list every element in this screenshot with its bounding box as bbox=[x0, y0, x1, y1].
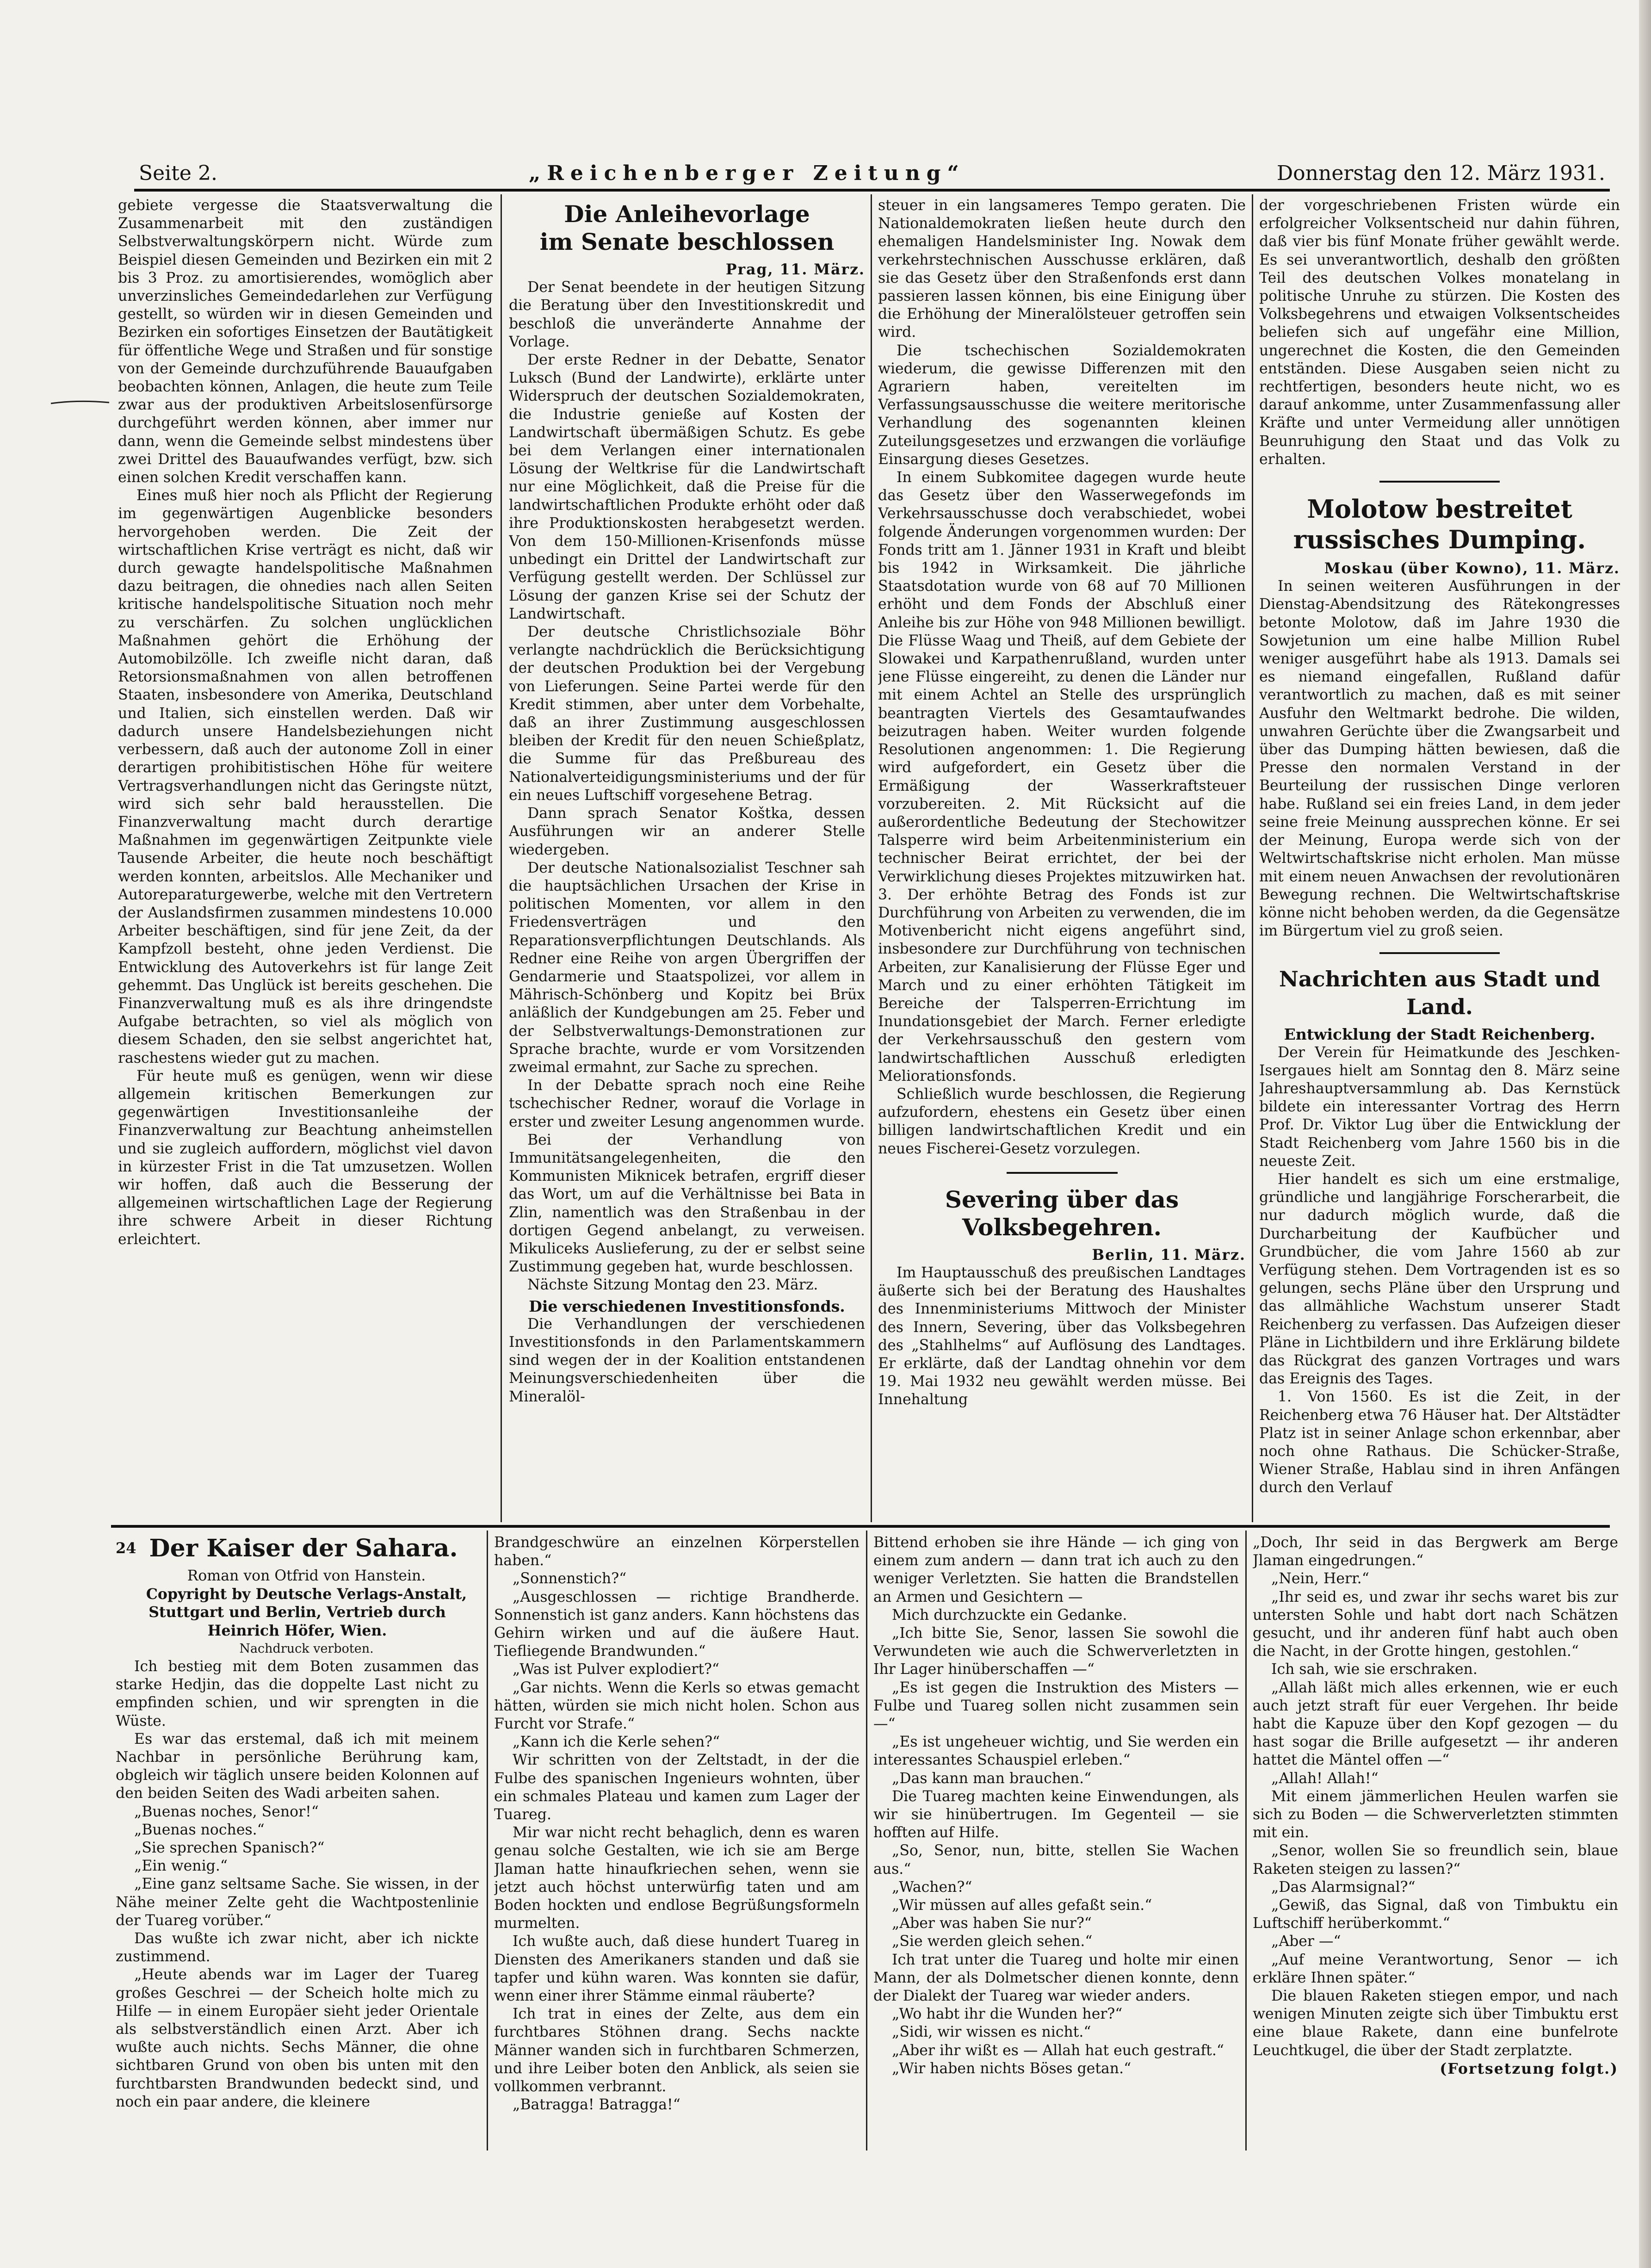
paragraph: gebiete vergesse die Staatsverwaltung die Zusammenarbeit mit den zuständigen Selbstverwaltungskörpern nicht. Würde zum Beispiel diesen Gemeinden und Bezirken ein mit 2 bis 3 Proz. zu amortisierendes, womöglich aber unverzinsliches Gemeindedarlehen zur Verfügung gestellt, so würden wir in diesen Gemeinden und Bezirken ein sofortiges Einsetzen der Bautätigkeit für öffentliche Wege und Straßen und für sonstige von der Gemeinde durchzuführende Bauaufgaben beobachten können, Anlagen, die heute zum Teile zwar aus der produktiven Arbeitslosenfürsorge durchgeführt werden können, aber immer nur dann, wenn die Gemeinde selbst mindestens über zwei Drittel des Bauaufwandes verfügt, bzw. sich einen solchen Kredit verschaffen kann. bbox=[118, 197, 493, 486]
paragraph: 1. Von 1560. Es ist die Zeit, in der Reichenberg etwa 76 Häuser hat. Der Altstädter Platz ist in seiner Anlage schon erkennbar, aber noch ohne Rathaus. Die Schücker-Straße, Wiener Straße, Hablau sind in ihren Anfängen durch den Verlauf bbox=[1259, 1388, 1620, 1496]
paragraph: Der Senat beendete in der heutigen Sitzung die Beratung über den Investitionskredit und beschloß die unveränderte Annahme der Vorlage. bbox=[509, 279, 865, 350]
paragraph: „Eine ganz seltsame Sache. Sie wissen, in der Nähe meiner Zelte geht die Wachtpostenlinie der Tuareg vorüber.“ bbox=[116, 1876, 479, 1929]
paragraph: „Wir haben nichts Böses getan.“ bbox=[892, 2060, 1132, 2077]
serial-copyright: Copyright by Deutsche Verlags-Anstalt, Stuttgart und Berlin, Vertrieb durch Heinrich Höfer, Wien. bbox=[146, 1586, 467, 1639]
paragraph: „Kann ich die Kerle sehen?“ bbox=[513, 1734, 720, 1751]
serial-title: Der Kaiser der Sahara. bbox=[149, 1534, 458, 1562]
dateline: Prag, 11. März. bbox=[725, 261, 865, 278]
paragraph: „Gewiß, das Signal, daß von Timbuktu ein Luftschiff herüberkommt.“ bbox=[1253, 1897, 1618, 1932]
section-headline: Nachrichten aus Stadt und Land. bbox=[1279, 967, 1601, 1020]
paragraph: Das wußte ich zwar nicht, aber ich nickte zustimmend. bbox=[116, 1930, 479, 1965]
paragraph: „Senor, wollen Sie so freundlich sein, blaue Raketen steigen zu lassen?“ bbox=[1253, 1842, 1618, 1878]
paragraph: „Wo habt ihr die Wunden her?“ bbox=[892, 2006, 1123, 2023]
page-label: Seite 2. bbox=[139, 161, 217, 185]
serial-column-4 bbox=[1253, 1534, 1618, 2151]
paragraph: Eines muß hier noch als Pflicht der Regierung im gegenwärtigen Augenblicke besonders hervorgehoben werden. Die Zeit der wirtschaftlichen Krise verträgt es nicht, daß wir durch gewagte handelspolitische Maßnahmen dazu beitragen, die ohnedies nach allen Seiten kritische handelspolitische Situation noch mehr zu verschärfen. Zu solchen unglücklichen Maßnahmen gehört die Erhöhung der Automobilzölle. Ich zweifle nicht daran, daß Retorsionsmaßnahmen von allen betroffenen Staaten, insbesondere von Amerika, Deutschland und Italien, sich einstellen werden. Daß wir dadurch unsere Handelsbeziehungen nicht verbessern, daß auch der autonome Zoll in einer derartigen prohibitistischen Höhe für weitere Vertragsverhandlungen nicht das Geringste nützt, wird sich sehr bald herausstellen. Die Finanzverwaltung macht durch derartige Maßnahmen im gegenwärtigen Zeitpunkte viele Tausende Arbeiter, die heute noch beschäftigt werden konnten, arbeitslos. Alle Mechaniker und Autoreparaturgewerbe, welche mit den Vertretern der Auslandsfirmen zusammen mindestens 10.000 Arbeiter beschäftigen, sind für jene Zeit, da der Kampfzoll besteht, ohne jeden Verdienst. Die Entwicklung des Autoverkehrs ist für lange Zeit gehemmt. Das Unglück ist bereits geschehen. Die Finanzverwaltung muß es als ihre dringendste Aufgabe betrachten, so viel als möglich von diesem Schaden, den sie selbst angerichtet hat, raschestens wieder gut zu machen. bbox=[118, 487, 493, 1066]
article-headline: Die Anleihevorlage im Senate beschlossen bbox=[539, 200, 835, 255]
paragraph: Wir schritten von der Zeltstadt, in der die Fulbe des spanischen Ingenieurs wohnten, über ein schmales Plateau und kamen zum Lager der Tuareg. bbox=[494, 1752, 860, 1823]
article-body bbox=[878, 1264, 1246, 1409]
paragraph: „Ihr seid es, und zwar ihr sechs waret bis zur untersten Sohle und habt dort nach Schätzen gesucht, und ihr anderen fünf habt auch oben die Nacht, in der Grotte hingen, gestohlen.“ bbox=[1253, 1588, 1618, 1660]
paragraph: „Auf meine Verantwortung, Senor — ich erkläre Ihnen später.“ bbox=[1253, 1951, 1618, 1986]
paragraph: Für heute muß es genügen, wenn wir diese allgemein kritischen Bemerkungen zur gegenwärtigen Investitionsanleihe der Finanzverwaltung zur Beachtung anheimstellen und sie zugleich auffordern, möglichst viel davon in kürzester Frist in die Tat umzusetzen. Wollen wir hoffen, daß auch die Besserung der allgemeinen wirtschaftlichen Lage der Regierung ihre schwere Arbeit in dieser Richtung erleichtert. bbox=[118, 1067, 493, 1248]
paragraph: „Batragga! Batragga!“ bbox=[513, 2096, 680, 2113]
paragraph: Dann sprach Senator Koštka, dessen Ausführungen wir an anderer Stelle wiedergeben. bbox=[509, 805, 865, 858]
paragraph: „Es ist gegen die Instruktion des Misters — Fulbe und Tuareg sollen nicht zusammen sein —“ bbox=[873, 1679, 1239, 1733]
paragraph: „Heute abends war im Lager der Tuareg großes Geschrei — der Scheich holte mich zu Hilfe — in einem Europäer sieht jeder Orientale als selbstverständlich einen Arzt. Aber ich wußte auch nichts. Sechs Männer, die ohne sichtbaren Grund von oben bis unten mit den furchtbarsten Brandwunden bedeckt sind, und noch ein paar andere, die kleinere bbox=[116, 1966, 479, 2110]
column-divider bbox=[501, 194, 502, 1522]
paragraph: Der Verein für Heimatkunde des Jeschken-Isergaues hielt am Sonntag den 8. März seine Jahreshauptversammlung ab. Das Kernstück bildete ein interessanter Vortrag des Herrn Prof. Dr. Viktor Lug über die Entwicklung der Stadt Reichenberg vom Jahre 1560 bis in die neueste Zeit. bbox=[1259, 1044, 1620, 1170]
column-divider bbox=[871, 194, 872, 1522]
paragraph: Mir war nicht recht behaglich, denn es waren genau solche Gestalten, wie ich sie am Berge Jlaman hatte hinaufkriechen sehen, wenn sie jetzt auch höchst unterwürfig taten und am Boden hockten und endlose Begrüßungsformeln murmelten. bbox=[494, 1824, 860, 1932]
serial-body bbox=[116, 1658, 479, 2111]
paragraph: Die blauen Raketen stiegen empor, und nach wenigen Minuten zeigte sich über Timbuktu erst eine blaue Rakete, dann eine bunfelrote Leuchtkugel, die über der Stadt zerplatzte. bbox=[1253, 1988, 1618, 2059]
pencil-mark bbox=[50, 399, 110, 406]
paragraph: „Sie sprechen Spanisch?“ bbox=[134, 1840, 325, 1857]
paragraph: „Wachen?“ bbox=[892, 1878, 972, 1896]
article-body bbox=[509, 1315, 865, 1406]
paragraph: Ich trat in eines der Zelte, aus dem ein furchtbares Stöhnen drang. Sechs nackte Männer wanden sich in furchtbaren Schmerzen, und ihre Leiber boten den Anblick, als seien sie vollkommen verbrannt. bbox=[494, 2006, 860, 2095]
column-3 bbox=[878, 197, 1246, 1522]
article-headline: Molotow bestreitet russisches Dumping. bbox=[1293, 494, 1586, 555]
paragraph: der vorgeschriebenen Fristen würde ein erfolgreicher Volksentscheid nur dahin führen, daß vier bis fünf Monate früher gewählt werde. Es sei unverantwortlich, deshalb den größten Teil des deutschen Volkes monatelang in politische Unruhe zu stürzen. Die Kosten des Volksbegehrens und etwaigen Volksentscheides beliefen sich auf ungefähr eine Million, ungerechnet die Kosten, die den Gemeinden entständen. Diese Ausgaben seien nicht zu rechtfertigen, besonders heute nicht, wo es darauf ankomme, unter Zusammenfassung aller Kräfte und unter Vermeidung aller unnötigen Beunruhigung den Staat und das Volk zu erhalten. bbox=[1259, 197, 1620, 468]
paragraph: „Es ist ungeheuer wichtig, und Sie werden ein interessantes Schauspiel erleben.“ bbox=[873, 1734, 1239, 1769]
column-2 bbox=[509, 197, 865, 1522]
paragraph: Der deutsche Christlichsoziale Böhr verlangte nachdrücklich die Berücksichtigung der deutschen Produktion bei der Vergebung von Lieferungen. Seine Partei werde für den Kredit stimmen, aber unter dem Vorbehalte, daß an ihrer Zustimmung ausgeschlossen bleiben der Kredit für den neuen Schießplatz, die Summe für das Preßbureau des Nationalverteidigungsministeriums und der für ein neues Luftschiff vorgesehene Betrag. bbox=[509, 624, 865, 804]
column-divider bbox=[866, 1531, 867, 2150]
paragraph: In seinen weiteren Ausführungen in der Dienstag-Abendsitzung des Rätekongresses betonte Molotow, daß im Jahre 1930 die Sowjetunion um eine halbe Million Rubel weniger ausgeführt habe als 1913. Damals sei es niemand eingefallen, Rußland dafür verantwortlich zu machen, daß es mit seiner Ausfuhr den Weltmarkt bedrohe. Die wilden, unwahren Gerüchte über die Zwangsarbeit und über das Dumping hätten bewiesen, daß die Presse den normalen Verstand in der Beurteilung der russischen Dinge verloren habe. Rußland sei ein freies Land, in dem jeder seine freie Meinung aussprechen könne. Er sei der Meinung, Europa werde sich von der Weltwirtschaftskrise nicht erholen. Man müsse mit einem neuen Anwachsen der revolutionären Bewegung rechnen. Die Weltwirtschaftskrise könne nicht behoben werden, da die Gegensätze im Bürgertum viel zu groß seien. bbox=[1259, 578, 1620, 940]
paragraph: „Allah läßt mich alles erkennen, wie er euch auch jetzt straft für euer Vergehen. Ihr beide habt die Kapuze über den Kopf gezogen — du hast sogar die Brille aufgesetzt — ihr anderen hattet die Mäntel offen —“ bbox=[1253, 1679, 1618, 1769]
paragraph: „Nein, Herr.“ bbox=[1271, 1570, 1369, 1587]
paragraph: steuer in ein langsameres Tempo geraten. Die Nationaldemokraten ließen heute durch den ehemaligen Handelsminister Ing. Nowak dem verkehrstechnischen Ausschusse erklären, daß sie das Gesetz über den Straßenfonds erst dann passieren lassen können, bis eine Einigung über die Erhöhung der Mineralölsteuer getroffen sein wird. bbox=[878, 197, 1246, 341]
column-1 bbox=[118, 197, 493, 1522]
paragraph: „So, Senor, nun, bitte, stellen Sie Wachen aus.“ bbox=[873, 1842, 1239, 1878]
dateline: Berlin, 11. März. bbox=[1092, 1246, 1246, 1264]
article-body bbox=[1259, 197, 1620, 469]
dateline: Moskau (über Kowno), 11. März. bbox=[1324, 560, 1620, 577]
serial-author: Roman von Otfrid von Hanstein. bbox=[187, 1568, 426, 1584]
paragraph: „Ausgeschlossen — richtige Brandherde. Sonnenstich ist ganz anders. Kann höchstens das Gehirn wirken und auf die äußere Haut. Tiefliegende Brandwunden.“ bbox=[494, 1588, 860, 1660]
paragraph: „Das kann man brauchen.“ bbox=[892, 1770, 1092, 1787]
paragraph: Mich durchzuckte ein Gedanke. bbox=[892, 1606, 1127, 1624]
paragraph: „Wir müssen auf alles gefaßt sein.“ bbox=[892, 1897, 1152, 1914]
serial-heading bbox=[116, 1535, 479, 1562]
section-rule bbox=[1007, 1172, 1118, 1174]
serial-reprint-note: Nachdruck verboten. bbox=[239, 1641, 374, 1656]
serial-continued: (Fortsetzung folgt.) bbox=[1440, 2060, 1618, 2077]
paragraph: Bittend erhoben sie ihre Hände — ich ging von einem zum andern — dann trat ich auch zu den weniger Verletzten. Sie hatten die Brandstellen an Armen und Gesichtern — bbox=[873, 1534, 1239, 1605]
serial-body bbox=[494, 1534, 860, 2114]
paragraph: Es war das erstemal, daß ich mit meinem Nachbar in persönliche Berührung kam, obgleich wir täglich unsere beiden Kolonnen auf den beiden Seiten des Wadi arbeiten sahen. bbox=[116, 1730, 479, 1802]
paragraph: Ich bestieg mit dem Boten zusammen das starke Hedjin, das die doppelte Last nicht zu empfinden schien, und wir sprengten in die Wüste. bbox=[116, 1658, 479, 1729]
paragraph: „Aber —“ bbox=[1271, 1933, 1341, 1950]
article-body bbox=[878, 197, 1246, 1158]
subhead: Entwicklung der Stadt Reichenberg. bbox=[1284, 1025, 1595, 1044]
serial-number: 24 bbox=[116, 1539, 136, 1557]
section-rule bbox=[1379, 952, 1500, 954]
paragraph: „Sonnenstich?“ bbox=[513, 1570, 627, 1587]
column-divider bbox=[1245, 1531, 1247, 2150]
subhead: Die verschiedenen Investitionsfonds. bbox=[529, 1297, 845, 1315]
paragraph: Nächste Sitzung Montag den 23. März. bbox=[527, 1277, 818, 1294]
serial-body bbox=[1253, 1534, 1618, 2060]
paragraph: „Ich bitte Sie, Senor, lassen Sie sowohl die Verwundeten wie auch die Schwerverletzten in Ihr Lager hinüberschaffen —“ bbox=[873, 1625, 1239, 1678]
paragraph: In der Debatte sprach noch eine Reihe tschechischer Redner, worauf die Vorlage in erster und zweiter Lesung angenommen wurde. bbox=[509, 1077, 865, 1130]
article-headline: Severing über das Volksbegehren. bbox=[945, 1185, 1179, 1241]
page-header bbox=[139, 153, 1605, 185]
paragraph: In einem Subkomitee dagegen wurde heute das Gesetz über den Wasserwegefonds im Verkehrsausschusse doch verabschiedet, wobei folgende Änderungen vorgenommen wurden: Der Fonds tritt am 1. Jänner 1931 in Kraft und bleibt bis 1942 in Wirksamkeit. Die jährliche Staatsdotation wurde von 68 auf 70 Millionen erhöht und dem Fonds der Abschluß einer Anleihe bis zur Höhe von 948 Millionen bewilligt. Die Flüsse Waag und Theiß, auf dem Gebiete der Slowakei und Karpathenrußland, wurden unter jene Flüsse eingereiht, zu denen die Länder nur mit einem Achtel an Stelle des ursprünglich beantragten Viertels des Gesamtaufwandes beizutragen haben. Weiter wurden folgende Resolutionen angenommen: 1. Die Regierung wird aufgefordert, ein Gesetz über die Ermäßigung der Wasserkraftsteuer vorzubereiten. 2. Mit Rücksicht auf die außerordentliche Bedeutung der Stechowitzer Talsperre wird beim Arbeitenministerium ein technischer Beirat errichtet, der bei der Verwirklichung dieses Projektes mitzuwirken hat. 3. Der erhöhte Betrag des Fonds ist zur Durchführung von Arbeiten zu verwenden, die im Motivenbericht nicht eigens angeführt sind, insbesondere zur Durchführung von technischen Arbeiten, zur Kanalisierung der Flüsse Eger und March und zu einer erhöhten Tätigkeit im Bereiche der Talsperren-Errichtung im Inundationsgebiet der March. Ferner erledigte der Verkehrsausschuß den gestern vom landwirtschaftlichen Ausschuß erledigten Meliorationsfonds. bbox=[878, 469, 1246, 1084]
paragraph: Ich sah, wie sie erschraken. bbox=[1271, 1661, 1478, 1678]
paragraph: „Sie werden gleich sehen.“ bbox=[892, 1933, 1093, 1950]
column-4 bbox=[1259, 197, 1620, 1522]
paragraph: „Aber ihr wißt es — Allah hat euch gestraft.“ bbox=[892, 2042, 1224, 2059]
serial-column-3 bbox=[873, 1534, 1239, 2151]
article-body bbox=[1259, 577, 1620, 940]
paragraph: „Was ist Pulver explodiert?“ bbox=[513, 1661, 719, 1678]
paragraph: „Ein wenig.“ bbox=[134, 1858, 228, 1875]
paragraph: „Gar nichts. Wenn die Kerls so etwas gemacht hätten, würden sie mich nicht holen. Schon aus Furcht vor Strafe.“ bbox=[494, 1679, 860, 1733]
paragraph: Schließlich wurde beschlossen, die Regierung aufzufordern, ehestens ein Gesetz über einen billigen landwirtschaftlichen Kredit und ein neues Fischerei-Gesetz vorzulegen. bbox=[878, 1085, 1246, 1157]
column-divider bbox=[487, 1531, 488, 2150]
paragraph: „Das Alarmsignal?“ bbox=[1271, 1878, 1416, 1896]
paragraph: Hier handelt es sich um eine erstmalige, gründliche und langjährige Forscherarbeit, die nur dadurch möglich wurde, daß die Durcharbeitung der Kaufbücher und Grundbücher, die vom Jahre 1560 ab zur Verfügung stehen. Dem Vortragenden ist es so gelungen, sechs Pläne über den Ursprung und das allmähliche Wachstum unserer Stadt Reichenberg zu verfassen. Das Aufzeigen dieser Pläne in Lichtbildern und ihre Erklärung bildete das Rückgrat des ganzen Vortrages und wars das Ereignis des Tages. bbox=[1259, 1171, 1620, 1388]
section-divider bbox=[111, 1525, 1610, 1528]
paragraph: „Buenas noches, Senor!“ bbox=[134, 1803, 319, 1820]
paragraph: „Doch, Ihr seid in das Bergwerk am Berge Jlaman eingedrungen.“ bbox=[1253, 1534, 1618, 1569]
section-rule bbox=[1379, 481, 1500, 483]
paragraph: Die Tuareg machten keine Einwendungen, als wir sie hinübertrugen. Im Gegenteil — sie hofften auf Hilfe. bbox=[873, 1788, 1239, 1841]
paragraph: „Sidi, wir wissen es nicht.“ bbox=[892, 2024, 1091, 2041]
paragraph: „Buenas noches.“ bbox=[134, 1821, 265, 1838]
serial-body bbox=[873, 1534, 1239, 2078]
paragraph: Brandgeschwüre an einzelnen Körperstellen haben.“ bbox=[494, 1534, 860, 1569]
paragraph: Der erste Redner in der Debatte, Senator Luksch (Bund der Landwirte), erklärte unter Widerspruch der deutschen Sozialdemokraten, die Industrie genieße auf Kosten der Landwirtschaft übermäßigen Schutz. Es gebe bei dem Verlangen einer internationalen Lösung der Weltkrise für die Landwirtschaft nur eine Möglichkeit, daß die Preise für die landwirtschaftlichen Produkte erhöht oder daß ihre Produktionskosten herabgesetzt werden. Von dem 150-Millionen-Krisenfonds müsse unbedingt ein Drittel der Landwirtschaft zur Verfügung gestellt werden. Der Schlüssel zur Lösung der ganzen Krise sei der Schutz der Landwirtschaft. bbox=[509, 352, 865, 622]
paragraph: „Allah! Allah!“ bbox=[1271, 1770, 1379, 1787]
serial-column-1 bbox=[116, 1534, 479, 2151]
paragraph: Die Verhandlungen der verschiedenen Investitionsfonds in den Parlamentskammern sind wegen der in der Koalition entstandenen Meinungsverschiedenheiten über die Mineralöl- bbox=[509, 1315, 865, 1405]
header-rule bbox=[134, 189, 1610, 192]
column-divider bbox=[1252, 194, 1253, 1522]
paragraph: Mit einem jämmerlichen Heulen warfen sie sich zu Boden — die Schwerverletzten stimmten mit ein. bbox=[1253, 1788, 1618, 1841]
newspaper-title: „Reichenberger Zeitung“ bbox=[529, 161, 965, 185]
paragraph: Im Hauptausschuß des preußischen Landtages äußerte sich bei der Beratung des Haushaltes des Innenministeriums Mittwoch der Minister des Innern, Severing, über das Volksbegehren des „Stahlhelms“ auf Auflösung des Landtages. Er erklärte, daß der Landtag ohnehin vor dem 19. Mai 1932 neu gewählt werden müsse. Bei Innehaltung bbox=[878, 1264, 1246, 1408]
issue-date: Donnerstag den 12. März 1931. bbox=[1276, 161, 1605, 185]
paragraph: „Aber was haben Sie nur?“ bbox=[892, 1915, 1092, 1932]
paragraph: Ich wußte auch, daß diese hundert Tuareg in Diensten des Amerikaners standen und daß sie tapfer und kühn waren. Was konnten sie dafür, wenn einer ihrer Stämme einmal räuberte? bbox=[494, 1933, 860, 2005]
paragraph: Ich trat unter die Tuareg und holte mir einen Mann, der als Dolmetscher dienen konnte, denn der Dialekt der Tuareg war wieder anders. bbox=[873, 1951, 1239, 2005]
paragraph: Der deutsche Nationalsozialist Teschner sah die hauptsächlichen Ursachen der Krise in politischen Momenten, vor allem in den Friedensverträgen und den Reparationsverpflichtungen Deutschlands. Als Redner eine Reihe von argen Übergriffen der Gendarmerie und Staatspolizei, vor allem in Mährisch-Schönberg und Kopitz bei Brüx anläßlich der Kundgebungen am 25. Feber und der Selbstverwaltungs-Demonstrationen zur Sprache brachte, wurde er vom Vorsitzenden zweimal ermahnt, zur Sache zu sprechen. bbox=[509, 859, 865, 1076]
serial-column-2 bbox=[494, 1534, 860, 2151]
paragraph: Die tschechischen Sozialdemokraten wiederum, die gewisse Differenzen mit den Agrariern haben, vereitelten im Verfassungsausschusse die weitere meritorische Verhandlung des sogenannten kleinen Zuteilungsgesetzes und erzwangen die vorläufige Einsargung dieses Gesetzes. bbox=[878, 342, 1246, 468]
article-body bbox=[509, 279, 865, 1294]
article-body bbox=[1259, 1044, 1620, 1497]
page-edge bbox=[1639, 0, 1651, 2268]
paragraph: Bei der Verhandlung von Immunitätsangelegenheiten, die den Kommunisten Miknicek betrafen, ergriff dieser das Wort, um auf die Verhältnisse bei Bata in Zlin, namentlich was den Straßenbau in der dortigen Gegend anbelangt, zu verweisen. Mikuliceks Auslieferung, zu der er selbst seine Zustimmung gegeben hat, wurde beschlossen. bbox=[509, 1131, 865, 1276]
